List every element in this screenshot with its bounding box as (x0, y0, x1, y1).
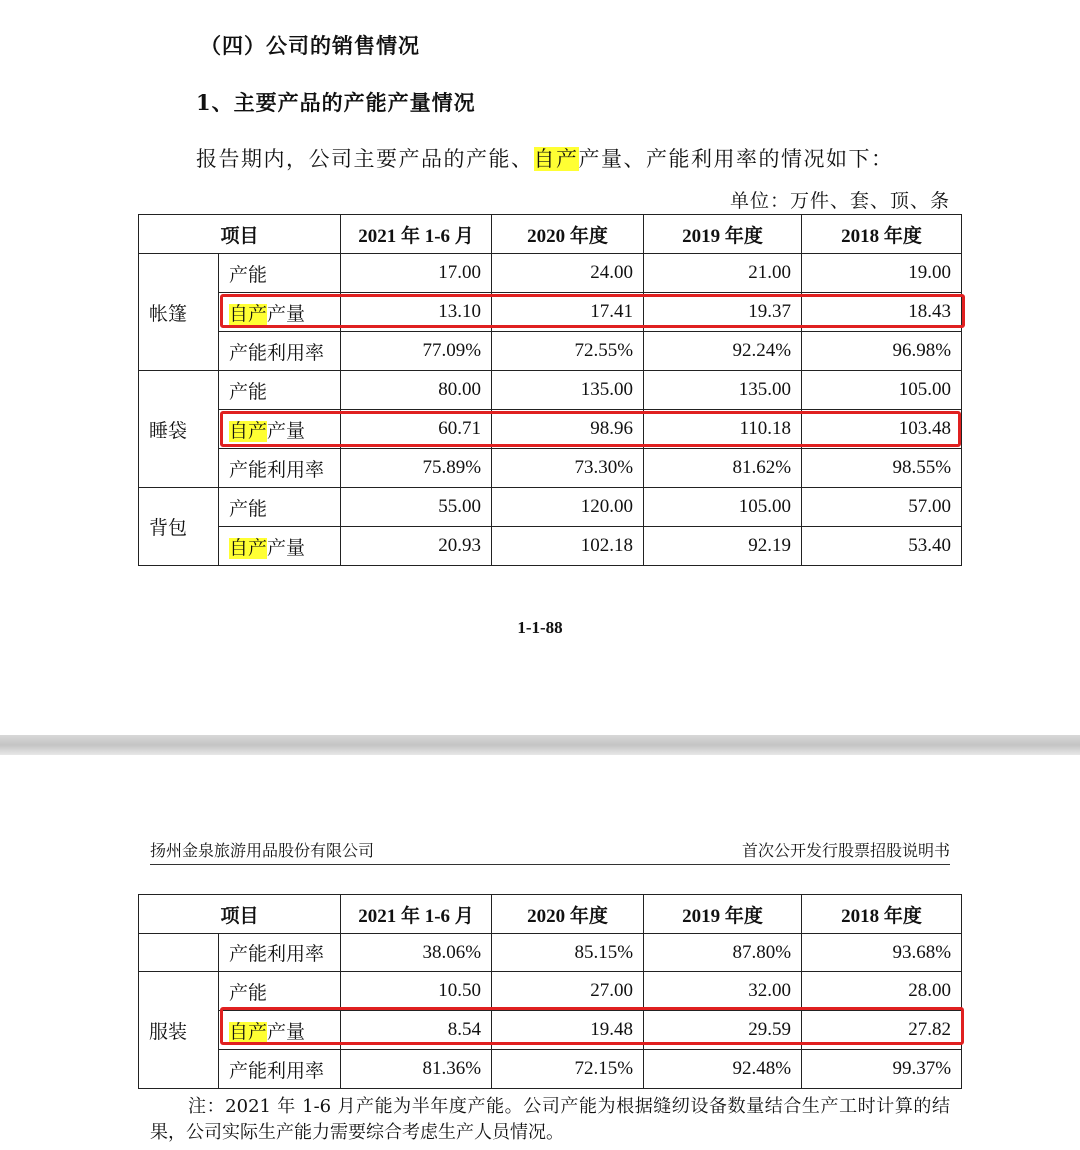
table-cell: 8.54 (341, 1011, 492, 1050)
intro-paragraph (196, 143, 894, 173)
table-cell: 73.30% (492, 449, 644, 488)
section-title: （四）公司的销售情况 (200, 33, 420, 58)
document-title: 首次公开发行股票招股说明书 (741, 841, 950, 860)
table-cell: 19.48 (492, 1011, 644, 1050)
table-cell: 102.18 (492, 527, 644, 566)
table-cell: 96.98% (802, 332, 962, 371)
table-cell: 75.89% (341, 449, 492, 488)
header-2018: 2018 年度 (802, 895, 962, 934)
table-cell: 98.55% (802, 449, 962, 488)
category-continued (139, 934, 219, 972)
highlight-box-clothing (220, 1007, 964, 1045)
row-label: 产能利用率 (219, 934, 341, 972)
table-cell: 29.59 (644, 1011, 802, 1050)
table-cell: 92.24% (644, 332, 802, 371)
table-cell: 77.09% (341, 332, 492, 371)
row-label: 产能 (219, 488, 341, 527)
table-note: 注：2021 年 1-6 月产能为半年度产能。公司产能为根据缝纫设备数量结合生产工时计算的结果，公司实际生产能力需要综合考虑生产人员情况。 (150, 1096, 950, 1143)
header-2018: 2018 年度 (802, 215, 962, 254)
header-2020: 2020 年度 (492, 215, 644, 254)
category-tent: 帐篷 (139, 254, 219, 371)
highlight-box-tent (220, 294, 965, 328)
subsection-title: 1、主要产品的产能产量情况 (196, 90, 476, 115)
table-cell: 85.15% (492, 934, 644, 972)
label-rest: 产量 (267, 420, 306, 442)
table-cell: 105.00 (802, 371, 962, 410)
intro-text-after: 产量、产能利用率的情况如下： (578, 147, 894, 171)
label-rest: 产量 (267, 1021, 306, 1043)
intro-text-before: 报告期内，公司主要产品的产能、 (196, 147, 534, 171)
table-cell: 72.15% (492, 1050, 644, 1089)
header-2019: 2019 年度 (644, 895, 802, 934)
table-cell: 53.40 (802, 527, 962, 566)
page-header (150, 838, 950, 865)
label-rest: 产量 (267, 303, 306, 325)
capacity-table-1 (138, 214, 962, 566)
unit-label: 单位：万件、套、顶、条 (729, 190, 950, 212)
table-cell: 55.00 (341, 488, 492, 527)
table-cell: 17.41 (492, 293, 644, 332)
table-cell: 17.00 (341, 254, 492, 293)
table-cell: 24.00 (492, 254, 644, 293)
label-highlight: 自产 (229, 303, 268, 325)
table-cell: 38.06% (341, 934, 492, 972)
table-cell: 32.00 (644, 972, 802, 1011)
table-cell: 72.55% (492, 332, 644, 371)
row-label: 产能利用率 (219, 332, 341, 371)
table-cell: 120.00 (492, 488, 644, 527)
intro-highlight: 自产 (533, 147, 579, 171)
header-2021h1: 2021 年 1-6 月 (341, 215, 492, 254)
capacity-table-2 (138, 894, 962, 1089)
label-highlight: 自产 (229, 420, 268, 442)
table-cell: 135.00 (492, 371, 644, 410)
table-cell: 60.71 (341, 410, 492, 449)
highlight-box-sleeping-bag (220, 411, 961, 447)
table-cell: 110.18 (644, 410, 802, 449)
header-item: 项目 (139, 895, 341, 934)
table-cell: 13.10 (341, 293, 492, 332)
table-cell: 87.80% (644, 934, 802, 972)
label-highlight: 自产 (229, 1021, 268, 1043)
table-cell: 21.00 (644, 254, 802, 293)
table-cell: 80.00 (341, 371, 492, 410)
table-cell: 19.00 (802, 254, 962, 293)
table-cell: 98.96 (492, 410, 644, 449)
table-cell: 27.82 (802, 1011, 962, 1050)
row-label: 产能 (219, 371, 341, 410)
header-2020: 2020 年度 (492, 895, 644, 934)
page-separator (0, 735, 1080, 755)
table-cell: 27.00 (492, 972, 644, 1011)
company-name: 扬州金泉旅游用品股份有限公司 (150, 841, 375, 860)
table-cell: 57.00 (802, 488, 962, 527)
table-cell: 10.50 (341, 972, 492, 1011)
table-cell: 105.00 (644, 488, 802, 527)
table-cell: 103.48 (802, 410, 962, 449)
table-cell: 81.62% (644, 449, 802, 488)
table-cell: 81.36% (341, 1050, 492, 1089)
header-2021h1: 2021 年 1-6 月 (341, 895, 492, 934)
label-highlight: 自产 (229, 537, 268, 559)
table-cell: 18.43 (802, 293, 962, 332)
category-backpack: 背包 (139, 488, 219, 566)
category-sleeping-bag: 睡袋 (139, 371, 219, 488)
row-label: 产能 (219, 972, 341, 1011)
table-cell: 28.00 (802, 972, 962, 1011)
table-cell: 19.37 (644, 293, 802, 332)
row-label: 产能 (219, 254, 341, 293)
table-cell: 20.93 (341, 527, 492, 566)
header-item: 项目 (139, 215, 341, 254)
category-clothing: 服装 (139, 972, 219, 1089)
header-2019: 2019 年度 (644, 215, 802, 254)
table-cell: 92.19 (644, 527, 802, 566)
label-rest: 产量 (267, 537, 306, 559)
page-number: 1-1-88 (517, 618, 563, 637)
row-label (219, 527, 341, 566)
row-label: 产能利用率 (219, 1050, 341, 1089)
table-cell: 135.00 (644, 371, 802, 410)
row-label: 产能利用率 (219, 449, 341, 488)
table-cell: 92.48% (644, 1050, 802, 1089)
table-cell: 93.68% (802, 934, 962, 972)
table-cell: 99.37% (802, 1050, 962, 1089)
